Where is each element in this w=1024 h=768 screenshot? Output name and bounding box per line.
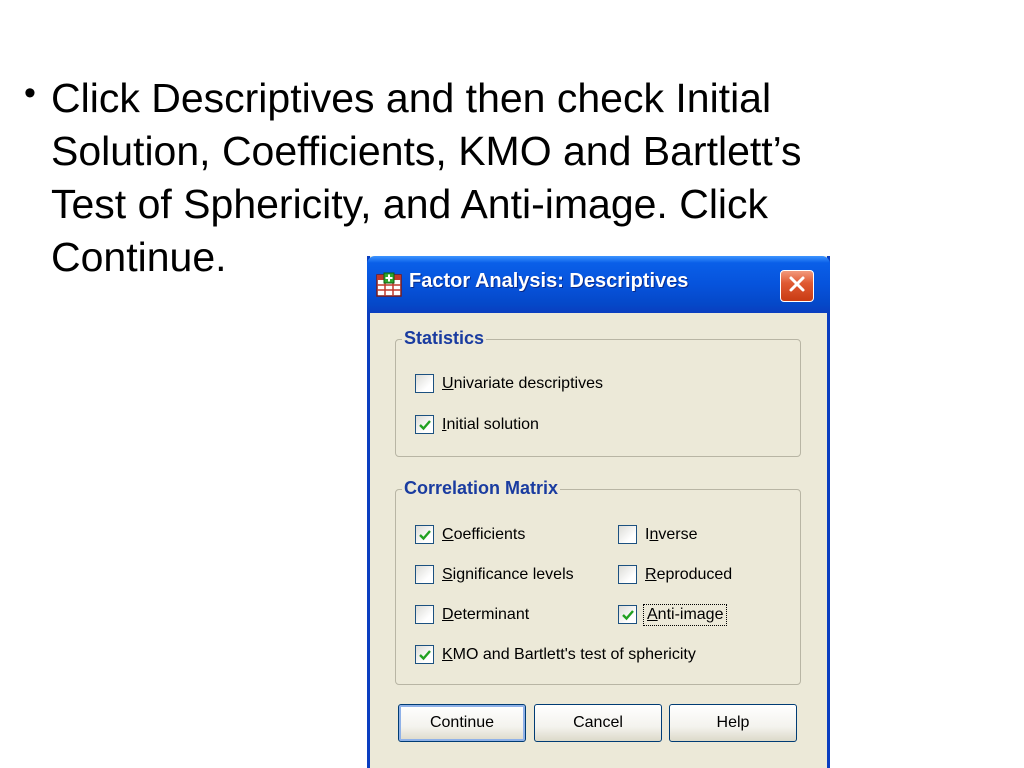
determinant-checkbox[interactable] — [415, 605, 529, 624]
statistics-legend: Statistics — [404, 328, 485, 348]
checkbox-box[interactable] — [415, 645, 434, 664]
checkbox-label: Initial solution — [442, 415, 539, 433]
spss-table-icon — [376, 272, 402, 298]
checkbox-label: Coefficients — [442, 525, 526, 543]
checkbox-box[interactable] — [415, 525, 434, 544]
checkbox-label: Reproduced — [645, 565, 733, 583]
kmo-bartlett-checkbox[interactable] — [415, 645, 696, 664]
univariate-descriptives-checkbox[interactable] — [415, 374, 603, 393]
close-button[interactable] — [780, 270, 814, 302]
instruction-line-1: Click Descriptives and then check Initial — [51, 75, 772, 121]
checkbox-label: Determinant — [442, 605, 530, 623]
checkbox-label: KMO and Bartlett's test of sphericity — [442, 645, 696, 663]
close-icon — [788, 275, 806, 298]
checkbox-box[interactable] — [415, 605, 434, 624]
checkbox-box[interactable] — [618, 565, 637, 584]
checkbox-label: Significance levels — [442, 565, 574, 583]
instruction-line-4: Continue. — [51, 234, 227, 280]
dialog-titlebar[interactable] — [367, 256, 830, 313]
cancel-button[interactable]: Cancel — [534, 704, 662, 742]
checkbox-box[interactable] — [415, 374, 434, 393]
correlation-matrix-legend: Correlation Matrix — [404, 478, 559, 498]
inverse-checkbox[interactable] — [618, 525, 697, 544]
checkbox-label: Anti-image — [647, 605, 724, 623]
checkbox-box[interactable] — [618, 605, 637, 624]
bullet-point: • — [24, 74, 36, 112]
instruction-bullet — [24, 72, 904, 284]
checkmark-icon — [418, 648, 432, 662]
checkmark-icon — [621, 608, 635, 622]
checkmark-icon — [418, 418, 432, 432]
checkbox-box[interactable] — [415, 565, 434, 584]
anti-image-checkbox[interactable] — [618, 605, 725, 624]
checkbox-label: Inverse — [645, 525, 698, 543]
instruction-text — [51, 72, 904, 284]
continue-button[interactable]: Continue — [398, 704, 526, 742]
instruction-line-3: Test of Sphericity, and Anti-image. Click — [51, 181, 769, 227]
instruction-line-2: Solution, Coefficients, KMO and Bartlett’s — [51, 128, 802, 174]
statistics-group — [395, 328, 801, 457]
checkbox-box[interactable] — [415, 415, 434, 434]
help-button[interactable]: Help — [669, 704, 797, 742]
reproduced-checkbox[interactable] — [618, 565, 732, 584]
significance-levels-checkbox[interactable] — [415, 565, 574, 584]
checkbox-label: Univariate descriptives — [442, 374, 603, 392]
coefficients-checkbox[interactable] — [415, 525, 525, 544]
checkbox-box[interactable] — [618, 525, 637, 544]
dialog-title: Factor Analysis: Descriptives — [409, 270, 689, 292]
initial-solution-checkbox[interactable] — [415, 415, 539, 434]
checkmark-icon — [418, 528, 432, 542]
